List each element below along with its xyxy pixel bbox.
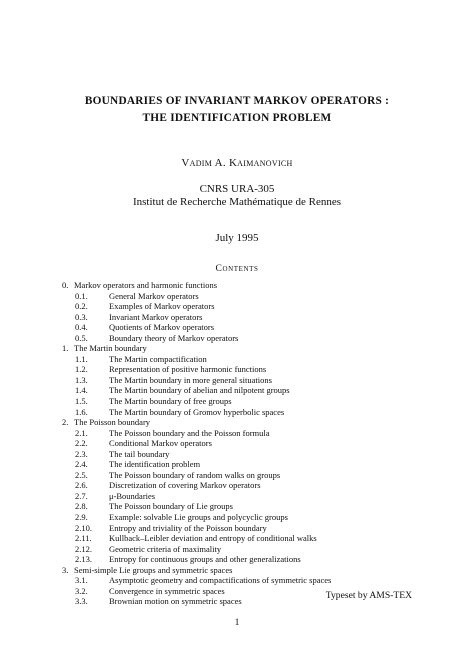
toc-title: The identification problem xyxy=(109,459,201,470)
toc-number: 3.2. xyxy=(75,585,88,596)
toc-subsection xyxy=(62,407,422,418)
toc-subsection xyxy=(62,554,422,565)
title-line-2: THE IDENTIFICATION PROBLEM xyxy=(142,112,332,124)
toc-subsection xyxy=(62,523,422,534)
toc-subsection xyxy=(62,364,422,375)
toc-subsection xyxy=(62,501,422,512)
toc-number: 2. xyxy=(62,417,69,428)
toc-section xyxy=(62,417,422,428)
toc-title: Kullback–Leibler deviation and entropy of conditional walks xyxy=(109,533,317,544)
toc-title: Discretization of covering Markov operators xyxy=(109,480,261,491)
toc-number: 1.2. xyxy=(75,364,88,375)
toc-title: Asymptotic geometry and compactifications of symmetric spaces xyxy=(109,575,332,586)
toc-number: 0.4. xyxy=(75,322,88,333)
toc-title: The Martin boundary of Gromov hyperbolic spaces xyxy=(109,406,285,417)
toc-number: 0.5. xyxy=(75,332,88,343)
table-of-contents xyxy=(62,280,422,607)
toc-title: Example: solvable Lie groups and polycyclic groups xyxy=(109,512,288,523)
toc-number: 0. xyxy=(62,280,69,290)
toc-number: 2.5. xyxy=(75,469,88,480)
toc-subsection xyxy=(62,449,422,460)
toc-title: The tail boundary xyxy=(109,448,170,459)
toc-subsection xyxy=(62,301,422,312)
toc-title: The Poisson boundary xyxy=(74,417,151,428)
toc-number: 2.1. xyxy=(75,427,88,438)
toc-title: The Martin boundary in more general situations xyxy=(109,374,272,385)
toc-title: Geometric criteria of maximality xyxy=(109,543,222,554)
toc-title: Conditional Markov operators xyxy=(109,438,212,449)
toc-title: The Martin boundary of abelian and nilpotent groups xyxy=(109,385,290,396)
toc-title: Examples of Markov operators xyxy=(109,301,215,312)
toc-number: 0.1. xyxy=(75,290,88,301)
toc-number: 1.5. xyxy=(75,396,88,407)
toc-title: Entropy and triviality of the Poisson boundary xyxy=(109,522,267,533)
toc-subsection xyxy=(62,480,422,491)
toc-title: Quotients of Markov operators xyxy=(109,322,215,333)
toc-title: Markov operators and harmonic functions xyxy=(74,280,218,290)
toc-subsection xyxy=(62,312,422,323)
toc-subsection xyxy=(62,385,422,396)
toc-number: 3.1. xyxy=(75,575,88,586)
toc-number: 2.6. xyxy=(75,480,88,491)
toc-number: 2.8. xyxy=(75,501,88,512)
toc-title: The Poisson boundary of Lie groups xyxy=(109,501,233,512)
toc-title: Convergence in symmetric spaces xyxy=(109,585,225,596)
toc-subsection xyxy=(62,533,422,544)
toc-number: 2.11. xyxy=(75,533,92,544)
affiliation-line-1: CNRS URA-305 xyxy=(199,183,275,195)
toc-title: Boundary theory of Markov operators xyxy=(109,332,239,343)
toc-number: 1.6. xyxy=(75,406,88,417)
toc-number: 2.7. xyxy=(75,490,88,501)
toc-subsection xyxy=(62,491,422,502)
toc-title: Semi-simple Lie groups and symmetric spaces xyxy=(74,564,233,575)
toc-number: 1.3. xyxy=(75,374,88,385)
toc-number: 2.2. xyxy=(75,438,88,449)
toc-title: Invariant Markov operators xyxy=(109,311,203,322)
toc-number: 1. xyxy=(62,343,69,354)
toc-number: 2.10. xyxy=(75,522,92,533)
toc-section xyxy=(62,565,422,576)
toc-subsection xyxy=(62,575,422,586)
toc-subsection xyxy=(62,333,422,344)
toc-subsection xyxy=(62,322,422,333)
toc-subsection xyxy=(62,512,422,523)
toc-number: 2.4. xyxy=(75,459,88,470)
toc-subsection xyxy=(62,354,422,365)
publication-date: July 1995 xyxy=(215,232,259,244)
contents-heading: Contents xyxy=(215,263,259,274)
toc-subsection xyxy=(62,544,422,555)
toc-subsection xyxy=(62,291,422,302)
toc-number: 2.12. xyxy=(75,543,92,554)
toc-subsection xyxy=(62,396,422,407)
toc-number: 2.3. xyxy=(75,448,88,459)
toc-title: The Martin boundary xyxy=(74,343,147,354)
toc-title: The Martin boundary of free groups xyxy=(109,396,232,407)
toc-title: The Martin compactification xyxy=(109,353,207,364)
toc-subsection xyxy=(62,470,422,481)
page-number: 1 xyxy=(234,617,240,628)
toc-subsection xyxy=(62,428,422,439)
toc-section xyxy=(62,280,422,291)
typeset-note: Typeset by AMS-TEX xyxy=(325,590,412,601)
toc-title: Representation of positive harmonic functions xyxy=(109,364,267,375)
toc-title: The Poisson boundary of random walks on groups xyxy=(109,469,281,480)
title-line-1: BOUNDARIES OF INVARIANT MARKOV OPERATORS : xyxy=(84,95,390,107)
affiliation-line-2: Institut de Recherche Mathématique de Rennes xyxy=(132,196,341,208)
toc-title: Brownian motion on symmetric spaces xyxy=(109,596,242,607)
toc-section xyxy=(62,343,422,354)
toc-title: General Markov operators xyxy=(109,290,199,301)
toc-number: 3. xyxy=(62,564,69,575)
toc-subsection xyxy=(62,375,422,386)
toc-number: 0.3. xyxy=(75,311,88,322)
toc-title: The Poisson boundary and the Poisson formula xyxy=(109,427,270,438)
toc-title: Entropy for continuous groups and other generalizations xyxy=(109,554,301,565)
toc-number: 0.2. xyxy=(75,301,88,312)
toc-title: μ-Boundaries xyxy=(109,490,156,501)
toc-number: 1.4. xyxy=(75,385,88,396)
toc-number: 1.1. xyxy=(75,353,88,364)
toc-subsection xyxy=(62,459,422,470)
author-name: Vadim A. Kaimanovich xyxy=(181,157,293,169)
toc-number: 3.3. xyxy=(75,596,88,607)
toc-number: 2.13. xyxy=(75,554,92,565)
toc-number: 2.9. xyxy=(75,512,88,523)
toc-subsection xyxy=(62,438,422,449)
